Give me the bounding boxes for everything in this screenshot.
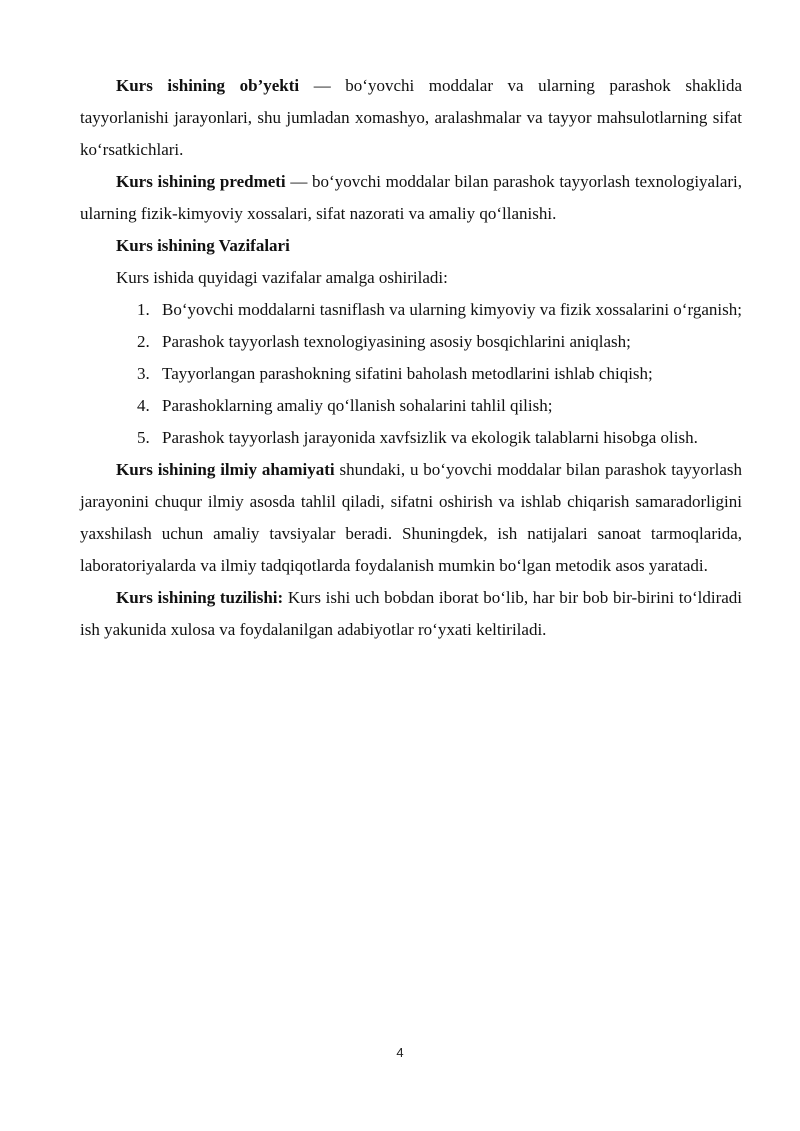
page-number: 4 [396,1045,404,1060]
list-item [80,294,742,326]
list-item-number: 5. [137,428,150,447]
list-item [80,422,742,454]
object-text: — bo‘yovchi moddalar va ularning parashok shaklida tayyorlanishi jarayonlari, shu jumladan xomashyo, aralashmalar va tayyor mahsulotlarning sifat ko‘rsatkichlari. [80,76,742,159]
tasks-heading-text: Kurs ishining Vazifalari [116,236,290,255]
structure-paragraph [80,582,742,646]
list-item [80,358,742,390]
list-item-number: 4. [137,396,150,415]
tasks-intro: Kurs ishida quyidagi vazifalar amalga oshiriladi: [116,268,448,287]
subject-text: — bo‘yovchi moddalar bilan parashok tayyorlash texnologiyalari, ularning fizik-kimyoviy xossalari, sifat nazorati va amaliy qo‘llanishi. [80,172,742,223]
list-item-number: 1. [137,300,150,319]
structure-text: Kurs ishi uch bobdan iborat bo‘lib, har bir bob bir-birini to‘ldiradi ish yakunida xulosa va foydalanilgan adabiyotlar ro‘yxati keltiriladi. [80,588,742,639]
list-item [80,390,742,422]
structure-label: Kurs ishining tuzilishi: [116,588,284,607]
list-item-number: 2. [137,332,150,351]
list-item-number: 3. [137,364,150,383]
significance-label: Kurs ishining ilmiy ahamiyati [116,460,335,479]
subject-paragraph [80,166,742,230]
object-paragraph [80,70,742,166]
tasks-list [80,294,742,454]
list-item [80,326,742,358]
subject-label: Kurs ishining predmeti [116,172,286,191]
list-item-text: Bo‘yovchi moddalarni tasniflash va ularning kimyoviy va fizik xossalarini o‘rganish; [162,300,742,319]
list-item-text: Parashok tayyorlash texnologiyasining asosiy bosqichlarini aniqlash; [162,332,631,351]
list-item-text: Parashok tayyorlash jarayonida xavfsizlik va ekologik talablarni hisobga olish. [162,428,698,447]
significance-paragraph [80,454,742,582]
list-item-text: Parashoklarning amaliy qo‘llanish sohalarini tahlil qilish; [162,396,553,415]
tasks-heading [80,230,742,262]
object-label: Kurs ishining ob’yekti [116,76,300,95]
list-item-text: Tayyorlangan parashokning sifatini baholash metodlarini ishlab chiqish; [162,364,653,383]
document-page [80,70,742,646]
significance-text: shundaki, u bo‘yovchi moddalar bilan parashok tayyorlash jarayonini chuqur ilmiy asosda tahlil qiladi, sifatni oshirish va ishlab chiqarish samaradorligini yaxshilash uchun amaliy tavsiyalar beradi. Shuningdek, ish natijalari sanoat tarmoqlarida, laboratoriyalarda va ilmiy tadqiqotlarda foydalanish mumkin bo‘lgan metodik asos yaratadi. [80,460,743,575]
